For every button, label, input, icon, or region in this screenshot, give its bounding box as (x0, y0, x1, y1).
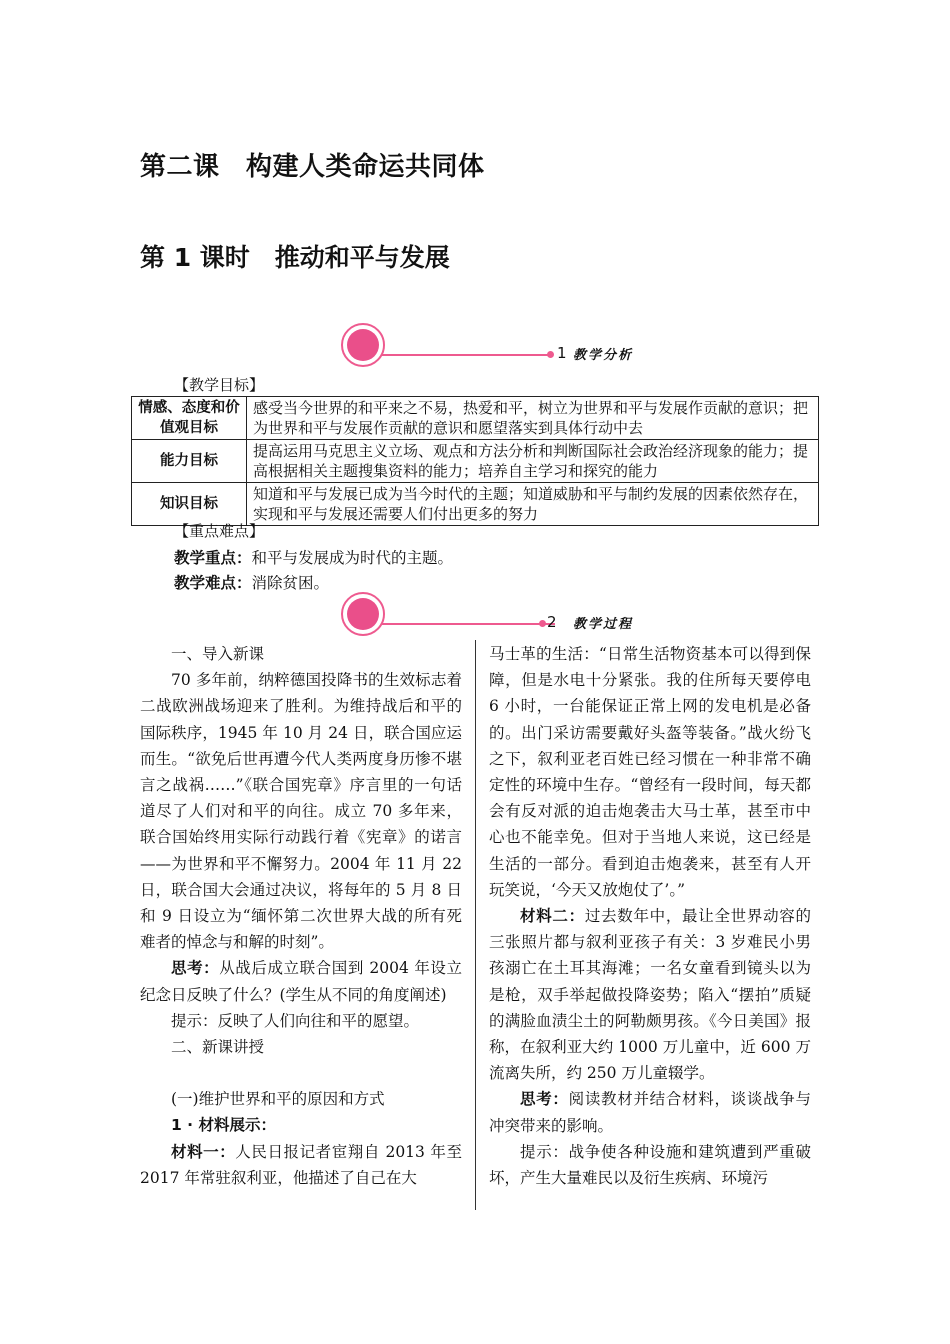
section-title: 第 1 课时 推动和平与发展 (140, 243, 450, 272)
key-point-text: 和平与发展成为时代的主题。 (251, 549, 454, 567)
hint: 提示：反映了人们向往和平的愿望。 (171, 1011, 420, 1030)
key-point (174, 546, 453, 568)
left-column (140, 641, 462, 1191)
difficult-point (174, 571, 329, 593)
material-two: 材料二：过去数年中，最让全世界动容的三张照片都与叙利亚孩子有关：3 岁难民小男孩溺亡在土耳其海滩；一名女童看到镜头以为是枪，双手举起做投降姿势；陷入“摆拍”质疑的满脸血渍尘土的阿勒颇男孩。《今日美国》报称，在叙利亚大约 1000 万儿童中，近 600 万流离失所，约 250 万儿童辍学。 (489, 907, 811, 1083)
goal-category: 情感、态度和价值观目标 (132, 397, 247, 440)
think-question: 思考：阅读教材并结合材料，谈谈战争与冲突带来的影响。 (489, 1090, 811, 1135)
badge-label: 教学过程 (573, 617, 634, 632)
think-question: 思考：从战后成立联合国到 2004 年设立纪念日反映了什么？(学生从不同的角度阐述) (140, 959, 462, 1004)
table-row (132, 397, 819, 440)
column-divider (475, 640, 476, 1210)
intro-heading: 一、导入新课 (171, 645, 265, 663)
goal-text: 提高运用马克思主义立场、观点和方法分析和判断国际社会政治经济现象的能力；提高根据相关主题搜集资料的能力；培养自主学习和探究的能力 (247, 440, 819, 483)
key-heading: 【重点难点】 (174, 522, 265, 540)
material-one: 材料一：人民日报记者宦翔自 2013 年至 2017 年常驻叙利亚，他描述了自己在大 (140, 1142, 462, 1187)
intro-paragraph: 70 多年前，纳粹德国投降书的生效标志着二战欧洲战场迎来了胜利。为维持战后和平的国际秩序，1945 年 10 月 24 日，联合国应运而生。“欲免后世再遭今代人类两度身历惨不堪言之战祸……”《联合国宪章》序言里的一句话道尽了人们对和平的向往。成立 70 多年来，联合国始终用实际行动践行着《宪章》的诺言——为世界和平不懈努力。2004 年 11 月 22 日，联合国大会通过决议，将每年的 5 月 8 日和 9 日设立为“缅怀第二次世界大战的所有死难者的悼念与和解的时刻”。 (140, 671, 462, 952)
badge-label: 教学分析 (573, 348, 634, 363)
goals-heading: 【教学目标】 (174, 376, 265, 394)
right-column (489, 641, 811, 1191)
key-point-label: 教学重点： (174, 549, 252, 567)
difficult-point-label: 教学难点： (174, 574, 252, 592)
new-heading: 二、新课讲授 (171, 1038, 265, 1057)
badge-line (363, 354, 549, 356)
goal-text: 知道和平与发展已成为当今时代的主题；知道威胁和平与制约发展的因素依然存在，实现和平与发展还需要人们付出更多的努力 (247, 483, 819, 526)
section-badge-process (341, 592, 634, 640)
goal-text: 感受当今世界的和平来之不易，热爱和平，树立为世界和平与发展作贡献的意识；把为世界和平与发展作贡献的意识和愿望落实到具体行动中去 (247, 397, 819, 440)
table-row (132, 440, 819, 483)
badge-number: 2 (547, 613, 557, 631)
goal-category: 知识目标 (132, 483, 247, 526)
goals-table (131, 396, 819, 526)
badge-line (363, 623, 555, 625)
difficult-point-text: 消除贫困。 (251, 574, 330, 592)
lesson-title: 第二课 构建人类命运共同体 (140, 152, 485, 182)
hint: 提示：战争使各种设施和建筑遭到严重破坏，产生大量难民以及衍生疾病、环境污 (489, 1142, 811, 1188)
goal-category: 能力目标 (132, 440, 247, 483)
section-badge-analysis (341, 323, 634, 371)
sub-heading: (一)维护世界和平的原因和方式 (171, 1090, 385, 1109)
material-one-continued: 马士革的生活：“日常生活物资基本可以得到保障，但是水电十分紧张。我的住所每天要停电 6 小时，一台能保证正常上网的发电机是必备的。出门采访需要戴好头盔等装备。”战火纷飞之下，叙利亚老百姓已经习惯在一种非常不确定性的环境中生存。“曾经有一段时间，每天都会有反对派的迫击炮袭击大马士革，甚至市中心也不能幸免。但对于当地人来说，这已经是生活的一部分。看到迫击炮袭来，甚至有人开玩笑说，‘今天又放炮仗了’。” (489, 645, 811, 899)
material-show: 1 · 材料展示： (171, 1116, 276, 1135)
badge-number: 1 (557, 344, 567, 362)
